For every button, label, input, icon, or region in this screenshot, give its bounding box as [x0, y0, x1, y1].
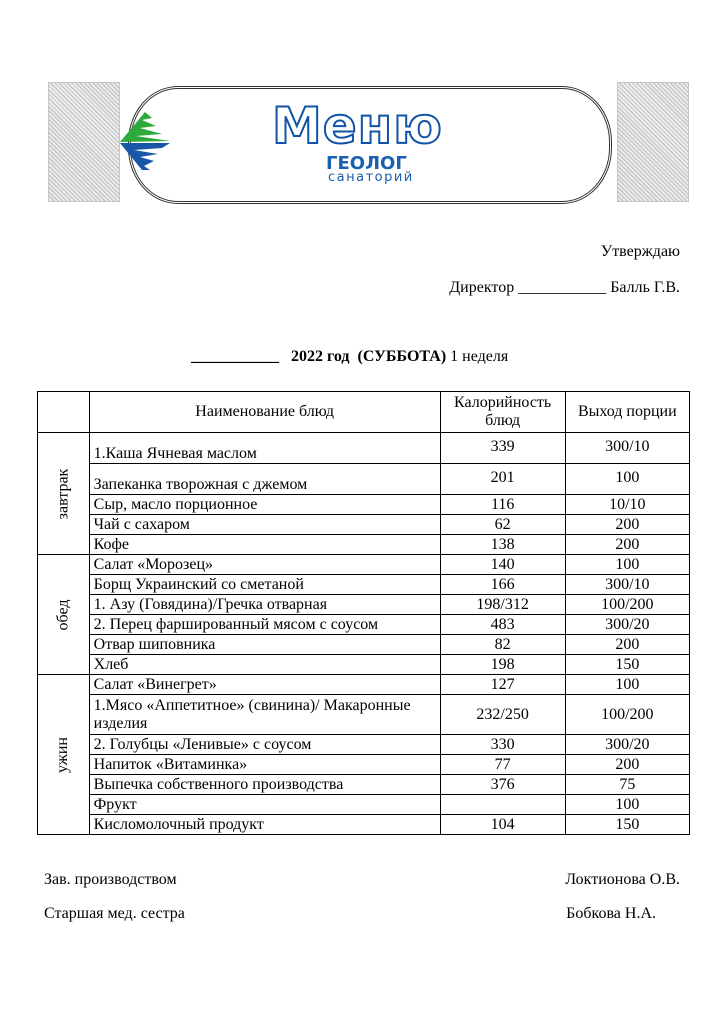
dish-portion: 10/10 — [565, 495, 689, 515]
table-row — [38, 815, 690, 835]
dish-calories: 232/250 — [440, 695, 565, 735]
dish-name: Отвар шиповника — [89, 635, 440, 655]
dish-portion: 300/20 — [565, 615, 689, 635]
dish-calories — [440, 795, 565, 815]
dish-calories: 198/312 — [440, 595, 565, 615]
dish-name: Кисломолочный продукт — [89, 815, 440, 835]
dish-name: 2. Голубцы «Ленивые» с соусом — [89, 735, 440, 755]
dish-calories: 82 — [440, 635, 565, 655]
dish-calories: 116 — [440, 495, 565, 515]
brand-subtitle: санаторий — [328, 170, 414, 185]
date-line — [191, 348, 508, 366]
menu-table — [37, 391, 690, 835]
table-row — [38, 615, 690, 635]
signature-name: Локтионова О.В. — [565, 871, 680, 888]
dish-calories: 201 — [440, 464, 565, 495]
dish-name: 1.Каша Ячневая маслом — [89, 433, 440, 464]
meal-label: завтрак — [54, 468, 72, 519]
dish-calories: 104 — [440, 815, 565, 835]
column-header: Выход порции — [565, 392, 689, 433]
dish-name: Чай с сахаром — [89, 515, 440, 535]
dish-portion: 300/10 — [565, 575, 689, 595]
table-row — [38, 495, 690, 515]
dish-calories: 138 — [440, 535, 565, 555]
dish-name: 2. Перец фаршированный мясом с соусом — [89, 615, 440, 635]
table-row — [38, 535, 690, 555]
dish-portion: 300/20 — [565, 735, 689, 755]
dish-calories: 140 — [440, 555, 565, 575]
dish-portion: 75 — [565, 775, 689, 795]
dish-calories: 166 — [440, 575, 565, 595]
table-row — [38, 735, 690, 755]
meal-header-cell — [38, 392, 90, 433]
column-header: Калорийность блюд — [440, 392, 565, 433]
table-row — [38, 575, 690, 595]
meal-cell — [38, 675, 90, 835]
dish-name: 1. Азу (Говядина)/Гречка отварная — [89, 595, 440, 615]
left-ornament — [48, 82, 120, 202]
sanatorium-logo-icon — [112, 110, 178, 172]
dish-portion: 200 — [565, 515, 689, 535]
signature-role: Старшая мед. сестра — [44, 905, 185, 922]
table-row — [38, 755, 690, 775]
dish-name: Борщ Украинский со сметаной — [89, 575, 440, 595]
table-row — [38, 635, 690, 655]
week: 1 неделя — [450, 348, 509, 365]
table-row — [38, 433, 690, 464]
dish-portion: 100 — [565, 795, 689, 815]
table-row — [38, 464, 690, 495]
dish-name: Запеканка творожная с джемом — [89, 464, 440, 495]
dish-portion: 200 — [565, 635, 689, 655]
dish-calories: 62 — [440, 515, 565, 535]
table-row — [38, 515, 690, 535]
table-row — [38, 775, 690, 795]
year-day: 2022 год (СУББОТА) — [291, 348, 447, 365]
dish-name: Фрукт — [89, 795, 440, 815]
dish-name: Напиток «Витаминка» — [89, 755, 440, 775]
dish-calories: 339 — [440, 433, 565, 464]
dish-calories: 198 — [440, 655, 565, 675]
meal-label: ужин — [54, 736, 72, 773]
dish-calories: 376 — [440, 775, 565, 795]
approval-text: Утверждаю — [600, 243, 680, 260]
dish-portion: 100 — [565, 555, 689, 575]
dish-portion: 100/200 — [565, 695, 689, 735]
dish-portion: 100 — [565, 464, 689, 495]
dish-calories: 483 — [440, 615, 565, 635]
menu-title: Меню — [272, 97, 443, 155]
dish-name: Хлеб — [89, 655, 440, 675]
table-row — [38, 655, 690, 675]
dish-name: Выпечка собственного производства — [89, 775, 440, 795]
dish-portion: 300/10 — [565, 433, 689, 464]
brand-name: ГЕОЛОГ — [326, 153, 407, 174]
table-row — [38, 595, 690, 615]
dish-calories: 77 — [440, 755, 565, 775]
table-row — [38, 695, 690, 735]
header-row — [38, 392, 690, 433]
table-row — [38, 675, 690, 695]
dish-calories: 127 — [440, 675, 565, 695]
director-line: Директор ___________ Балль Г.В. — [449, 279, 680, 296]
signature-name: Бобкова Н.А. — [566, 905, 656, 922]
dish-name: 1.Мясо «Аппетитное» (свинина)/ Макаронные изделия — [89, 695, 440, 735]
dish-name: Кофе — [89, 535, 440, 555]
dish-portion: 200 — [565, 755, 689, 775]
meal-label: обед — [54, 599, 72, 630]
date-blank: ___________ — [191, 348, 279, 365]
dish-calories: 330 — [440, 735, 565, 755]
meal-cell — [38, 555, 90, 675]
dish-portion: 150 — [565, 655, 689, 675]
signature-role: Зав. производством — [44, 871, 177, 888]
dish-name: Салат «Морозец» — [89, 555, 440, 575]
dish-portion: 100 — [565, 675, 689, 695]
dish-name: Салат «Винегрет» — [89, 675, 440, 695]
dish-portion: 200 — [565, 535, 689, 555]
right-ornament — [617, 82, 689, 202]
dish-name: Сыр, масло порционное — [89, 495, 440, 515]
dish-portion: 100/200 — [565, 595, 689, 615]
meal-cell — [38, 433, 90, 555]
dish-portion: 150 — [565, 815, 689, 835]
column-header: Наименование блюд — [89, 392, 440, 433]
table-row — [38, 795, 690, 815]
table-row — [38, 555, 690, 575]
